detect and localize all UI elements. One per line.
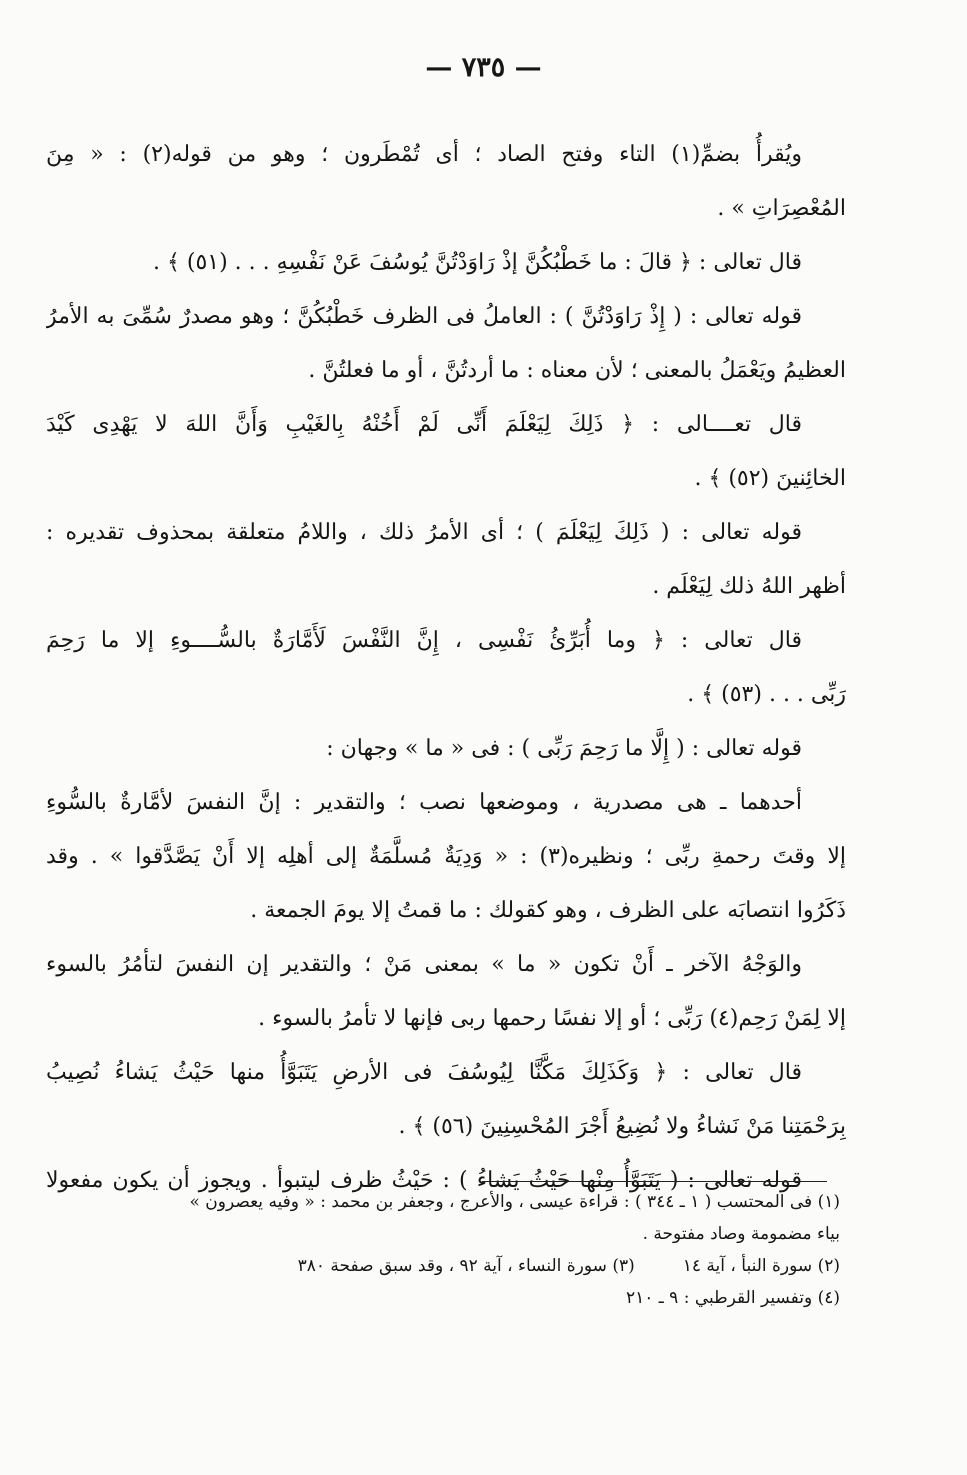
text-line: الخائِنينَ (٥٢) ﴾ . [694,466,846,491]
footnote-3: (٣) سورة النساء ، آية ٩٢ ، وقد سبق صفحة ٣٨٠ [297,1256,635,1276]
footnote-2: (٢) سورة النبأ ، آية ١٤ [682,1256,840,1276]
footnote-1: (١) فى المحتسب ( ١ ـ ٣٤٤ ) : قراءة عيسى ، والأعرج ، وجعفر بن محمد : « وفيه يعصرون » [189,1192,840,1212]
text-line: ويُقرأُ بضمِّ(١) التاء وفتح الصاد ؛ أى تُمْطَرون ؛ وهو من قوله(٢) : « مِنَ [46,142,802,167]
footnote-divider [482,1181,827,1182]
text-line: رَبِّى . . . (٥٣) ﴾ . [687,682,846,707]
text-line: ذَكَرُوا انتصابَه على الظرف ، وهو كقولك : ما قمتُ إلا يومَ الجمعة . [250,898,846,923]
text-line: إلا لِمَنْ رَحِم(٤) رَبِّى ؛ أو إلا نفسًا رحمها ربى فإنها لا تأمرُ بالسوء . [258,1006,846,1031]
footnotes [150,1186,840,1314]
text-line: العظيمُ ويَعْمَلُ بالمعنى ؛ لأن معناه : ما أردتُنَّ ، أو ما فعلتُنَّ . [308,358,846,383]
text-line: قال تعالى : ﴿ قالَ : ما خَطْبُكُنَّ إذْ رَاوَدْتُنَّ يُوسُفَ عَنْ نَفْسِهِ . . . (٥١) ﴾ . [153,250,802,275]
text-line: قوله تعالى : ( يَتَبَوَّأُ مِنْها حَيْثُ يَشاءُ ) : حَيْثُ ظرف ليتبوأ . ويجوز أن يكون مفعولا [46,1168,802,1193]
footnote-pair-row [150,1250,840,1282]
text-line: قوله تعالى : ( إِلَّا ما رَحِمَ رَبِّى ) : فى « ما » وجهان : [326,736,802,761]
text-line: بِرَحْمَتِنا مَنْ نَشاءُ ولا نُضِيعُ أَجْرَ المُحْسِنِينَ (٥٦) ﴾ . [398,1114,846,1139]
footnote-4: (٤) وتفسير القرطبي : ٩ ـ ٢١٠ [625,1288,840,1308]
text-line: قال تعالى : ﴿ وَكَذَلِكَ مَكَّنَّا لِيُوسُفَ فى الأرضِ يَتَبَوَّأُ منها حَيْثُ يَشاءُ نُصِيبُ [46,1060,802,1085]
text-line: أحدهما ـ هى مصدرية ، وموضعها نصب ؛ والتقدير : إنَّ النفسَ لأمَّارةٌ بالسُّوءِ [46,790,802,815]
text-line: المُعْصِرَاتِ » . [717,196,846,221]
text-line: إلا وقتَ رحمةِ ربِّى ؛ ونظيره(٣) : « وَدِيَةٌ مُسلَّمَةٌ إلى أهلِه إلا أَنْ يَصَّدَّقوا » . وقد [46,844,846,869]
text-line: قال تعالى : ﴿ وما أُبَرِّئُ نَفْسِى ، إِنَّ النَّفْسَ لَأَمَّارَةٌ بالسُّــــوءِ إلا ما رَحِمَ [46,628,802,653]
text-line: قوله تعالى : ( ذَلِكَ لِيَعْلَمَ ) ؛ أى الأمرُ ذلك ، واللامُ متعلقة بمحذوف تقديره : [46,520,802,545]
text-line: قوله تعالى : ( إِذْ رَاوَدْتُنَّ ) : العاملُ فى الظرف خَطْبُكُنَّ ؛ وهو مصدرٌ سُمِّىَ به الأمرُ [46,304,802,329]
footnote-1-continued: بياء مضمومة وصاد مفتوحة . [642,1224,840,1244]
text-line: أظهر اللهُ ذلك لِيَعْلَم . [652,574,846,599]
text-line: قال تعــــالى : ﴿ ذَلِكَ لِيَعْلَمَ أَنِّى لَمْ أَخُنْهُ بِالغَيْبِ وَأَنَّ اللهَ لا يَهْدِى كَيْدَ [46,412,802,437]
main-text [46,128,846,1208]
text-line: والوَجْهُ الآخر ـ أَنْ تكون « ما » بمعنى مَنْ ؛ والتقدير إن النفسَ لتأمُرُ بالسوء [46,952,802,977]
page-number: — ٧٣٥ — [425,52,542,83]
